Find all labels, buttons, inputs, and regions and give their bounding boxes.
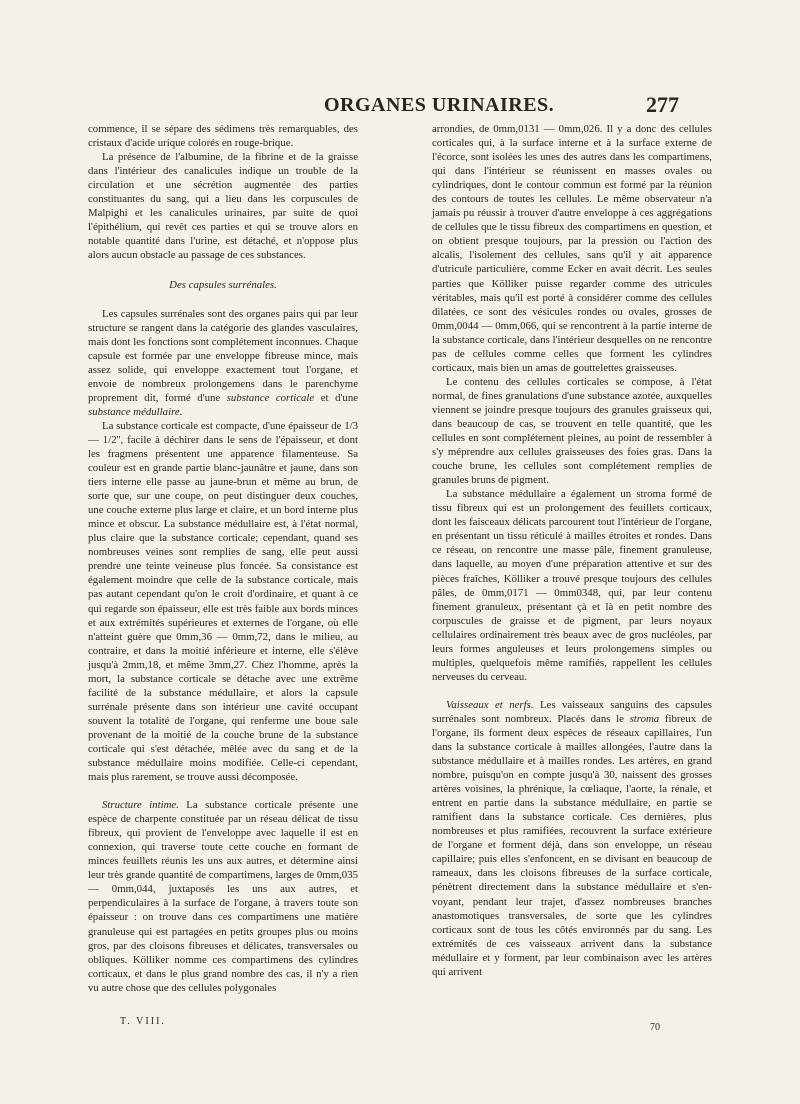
right-column bbox=[432, 122, 712, 979]
paragraph: commence, il se sépare des sédimens très remarquables, des cristaux d'acide urique colorés en rouge-brique. bbox=[88, 123, 358, 150]
subsection-lead: Structure intime. bbox=[102, 799, 179, 812]
term-italic: stroma bbox=[629, 712, 660, 725]
signature-mark: T. VIII. bbox=[120, 1016, 166, 1027]
subsection-lead: Vaisseaux et nerfs. bbox=[446, 698, 534, 711]
page-number: 277 bbox=[646, 92, 679, 117]
folio-number: 70 bbox=[650, 1022, 660, 1033]
paragraph-text: Les capsules surrénales sont des organes pairs qui par leur structure se rangent dans la catégorie des glandes vasculaires, mais dont les fonctions sont complétement inconnues. Chaque capsule est formée par une enveloppe fibreuse mince, mais assez solide, qui enveloppe exactement tout l'organe, et envoie de nombreux prolongemens dans le parenchyme proprement dit, formé d'une bbox=[88, 307, 358, 404]
paragraph-text: et d'une bbox=[314, 391, 359, 404]
left-column bbox=[88, 122, 358, 995]
paragraph: La substance médullaire a également un stroma formé de tissu fibreux qui est un prolongement des feuillets corticaux, dont les faisceaux délicats parcourent tout l'intérieur de l'organe, en présentant un tissu réticulé à mailles étroites et rondes. Dans ce réseau, on rencontre une masse pâle, finement granuleuse, dans laquelle, au moyen d'une préparation attentive et sur des pièces fraîches, Kölliker a trouvé presque toujours des cellules pâles, de 0mm,0171 — 0mm0348, qui, par leur contenu finement granuleux, présentant çà et là en petit nombre des corpuscules de graisse et de pigment, par leurs noyaux cellulaires ordinairement très beaux avec de gros nucléoles, par leurs formes anguleuses et leurs prolongemens simples ou multiples, quelquefois même ramifiés, rappellent les cellules nerveuses du cerveau. bbox=[432, 488, 712, 683]
paragraph-text: . bbox=[179, 405, 183, 418]
paragraph: arrondies, de 0mm,0131 — 0mm,026. Il y a donc des cellules corticales qui, à la surface interne et à la surface externe de l'écorce, sont isolées les unes des autres dans les compartimens, qui dans l'intérieur se réunissent en masses ovales ou cylindriques, dont le contour commun est formé par la réunion des contours de toutes les cellules. Le même observateur n'a jamais pu réussir à trouver d'autre enveloppe à ces aggrégations de cellules que le tissu fibreux des compartimens en question, et on obtient presque toujours, par la pression ou l'action des alcalis, l'isolement des cellules, sans qu'il y ait apparence d'utricule particulière, comme Ecker en avait décrit. Les seules parties que Kölliker puisse regarder comme des utricules véritables, mais qu'il est porté à considérer comme des cellules dilatées, ce sont des vésicules rondes ou ovales, grosses de 0mm,0044 — 0mm,066, qui se rencontrent à la partie interne de la substance corticale, dans l'intérieur desquelles on ne rencontre pas de cellules comme celles que forment les cylindres corticaux, mais bien un amas de gouttelettes graisseuses. bbox=[432, 123, 712, 374]
paragraph-text: fibreux de l'organe, ils forment deux espèces de réseaux capillaires, l'un dans la substance corticale à mailles allongées, l'autre dans la substance médullaire et à mailles rondes. Les artères, en grand nombre, puisqu'on en compte jusqu'à 30, naissent des grosses artères voisines, la phrénique, la cœliaque, l'aorte, la rénale, et entrent en partie dans la substance médullaire, en partie se ramifient dans la substance corticale. Ces dernières, plus nombreuses et plus ramifiées, recouvrent la surface extérieure de l'organe et forment déjà, dans son enveloppe, un réseau capillaire; puis elles s'enfoncent, en se divisant en beaucoup de rameaux, dans les cloisons fibreuses de la surface corticale, pénètrent directement dans la substance médullaire et s'en-voyant, pendant leur trajet, d'assez nombreuses branches anastomotiques transversales, de sorte que les cylindres corticaux sont de tous les côtés environnés par du sang. Les extrémités de ces vaisseaux arrivent dans la substance médullaire et y forment, par leur combinaison avec les artères qui arrivent bbox=[432, 712, 712, 978]
paragraph: La substance corticale est compacte, d'une épaisseur de 1/3 — 1/2'', facile à déchirer dans le sens de l'épaisseur, et dont les fragmens présentent une apparence filamenteuse. Sa couleur est en grande partie blanc-jaunâtre et jaune, dans son tiers interne elle passe au jaune-brun et même au brun, de sorte que, sur une coupe, on peut distinguer deux couches, une couche externe plus large et claire, et un bord interne plus mince et obscur. La substance médullaire est, à l'état normal, plus claire que la substance corticale; cependant, quand ses nombreuses veines sont remplies de sang, elle peut aussi prendre une teinte veineuse plus foncée. Sa consistance est également moindre que celle de la substance corticale, mais pas autant cependant qu'on le croit d'ordinaire, et quant à ce qui regarde son épaisseur, elle est très faible aux bords minces et aux extrémités supérieures et externes de l'organe, où elle n'atteint guère que 0mm,36 — 0mm,72, dans le milieu, au contraire, et dans la moitié inférieure et interne, elle s'élève jusqu'à 2mm,18, et même 3mm,27. Chez l'homme, après la mort, la substance corticale se détache avec une extrême facilité de la substance médullaire, et alors la capsule surrénale présente dans son intérieur une cavité occupant souvent la totalité de l'organe, qui renferme une boue sale provenant de la moitié de la couche brune de la substance corticale qui s'est détachée, mêlée avec du sang et de la substance médullaire moins modifiée. Celle-ci cependant, mais plus rarement, se trouve aussi décomposée. bbox=[88, 419, 358, 784]
paragraph bbox=[88, 798, 358, 995]
paragraph: La présence de l'albumine, de la fibrine et de la graisse dans l'intérieur des canalicules indique un trouble de la circulation et une sécrétion augmentée des parties constituantes du sang, qui a lieu dans les corpuscules de Malpighi et les canalicules urinaires, par suite de quoi l'épithélium, qui revêt ces parties et qui se trouve alors en notable quantité dans l'urine, est détaché, et n'oppose plus alors aucun obstacle au passage de ces substances. bbox=[88, 151, 358, 262]
paragraph-text: Les vaisseaux sanguins des capsules surrénales sont nombreux. Placés dans le bbox=[432, 698, 712, 725]
term-italic: substance corticale bbox=[226, 391, 315, 404]
paragraph: Le contenu des cellules corticales se compose, à l'état normal, de fines granulations d'une substance azotée, auxquelles viennent se joindre presque toujours des granules graisseux qui, dans beaucoup de cas, se trouvent en telle quantité, que les cellules en sont complétement pleines, au point de ressembler à s'y méprendre aux cellules graisseuses des foies gras. Dans la couche brune, les cellules sont complétement remplies de granules bruns de pigment. bbox=[432, 375, 712, 487]
section-title: Des capsules surrénales. bbox=[169, 279, 277, 292]
paragraph bbox=[88, 307, 358, 419]
paragraph-text: La substance corticale présente une espèce de charpente constituée par un réseau délicat de tissu fibreux, qui provient de l'enveloppe avec laquelle il est en connexion, qui traverse toute cette couche en formant de minces feuillets réunis les uns aux autres, et détermine ainsi leur très grande quantité de compartimens, larges de 0mm,035 — 0mm,044, juxtaposés les uns aux autres, et perpendiculaires à la surface de l'organe, à travers toute son épaisseur : on trouve dans ces compartimens une matière granuleuse qui est partagées en petits groupes plus ou moins gros, par des cloisons fibreuses et délicates, transversales ou obliques. Kölliker nomme ces compartimens des cylindres corticaux, et dans le plus grand nombre des cas, il n'y a rien vu autre chose que des cellules polygonales bbox=[88, 799, 358, 994]
term-italic: substance médullaire bbox=[88, 405, 180, 418]
paragraph bbox=[432, 698, 712, 979]
running-title: ORGANES URINAIRES. bbox=[324, 94, 555, 116]
